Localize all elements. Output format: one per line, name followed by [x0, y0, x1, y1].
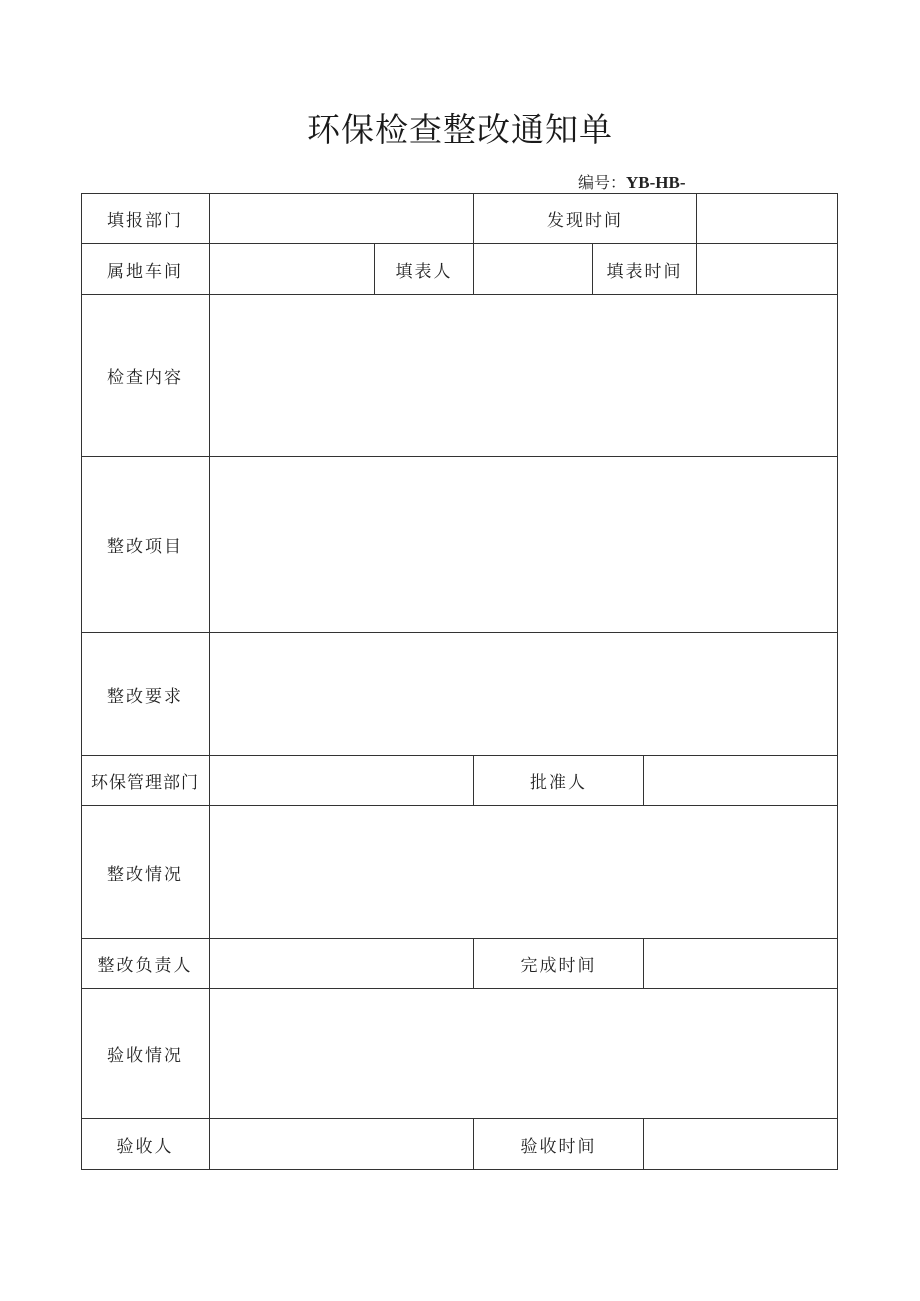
serial-number	[578, 170, 686, 193]
label-acceptance-time: 验收时间	[474, 1119, 644, 1170]
input-acceptance-status[interactable]	[210, 989, 838, 1119]
label-workshop: 属地车间	[81, 244, 210, 295]
label-discovery-time: 发现时间	[474, 193, 697, 244]
input-reporting-dept[interactable]	[210, 193, 474, 244]
input-acceptor[interactable]	[210, 1119, 474, 1170]
input-filled-by[interactable]	[474, 244, 593, 295]
input-acceptance-time[interactable]	[644, 1119, 838, 1170]
input-approver[interactable]	[644, 756, 838, 806]
serial-label: 编号：	[578, 173, 627, 192]
label-completion-time: 完成时间	[474, 939, 644, 989]
input-inspection-content[interactable]	[210, 295, 838, 457]
label-rectification-status: 整改情况	[81, 806, 210, 939]
serial-code: YB-HB-	[626, 173, 686, 192]
label-rectification-requirements: 整改要求	[81, 633, 210, 756]
label-approver: 批准人	[474, 756, 644, 806]
input-completion-time[interactable]	[644, 939, 838, 989]
input-rectification-owner[interactable]	[210, 939, 474, 989]
input-discovery-time[interactable]	[697, 193, 838, 244]
label-reporting-dept: 填报部门	[81, 193, 210, 244]
label-fill-time: 填表时间	[593, 244, 697, 295]
label-acceptance-status: 验收情况	[81, 989, 210, 1119]
label-acceptor: 验收人	[81, 1119, 210, 1170]
label-inspection-content: 检查内容	[81, 295, 210, 457]
label-env-mgmt-dept: 环保管理部门	[81, 756, 210, 806]
label-rectification-items: 整改项目	[81, 457, 210, 633]
form-table	[81, 193, 838, 1170]
label-rectification-owner: 整改负责人	[81, 939, 210, 989]
input-rectification-items[interactable]	[210, 457, 838, 633]
form-title: 环保检查整改通知单	[307, 110, 613, 149]
input-rectification-requirements[interactable]	[210, 633, 838, 756]
input-fill-time[interactable]	[697, 244, 838, 295]
label-filled-by: 填表人	[375, 244, 474, 295]
input-workshop[interactable]	[210, 244, 375, 295]
input-env-mgmt-dept[interactable]	[210, 756, 474, 806]
input-rectification-status[interactable]	[210, 806, 838, 939]
